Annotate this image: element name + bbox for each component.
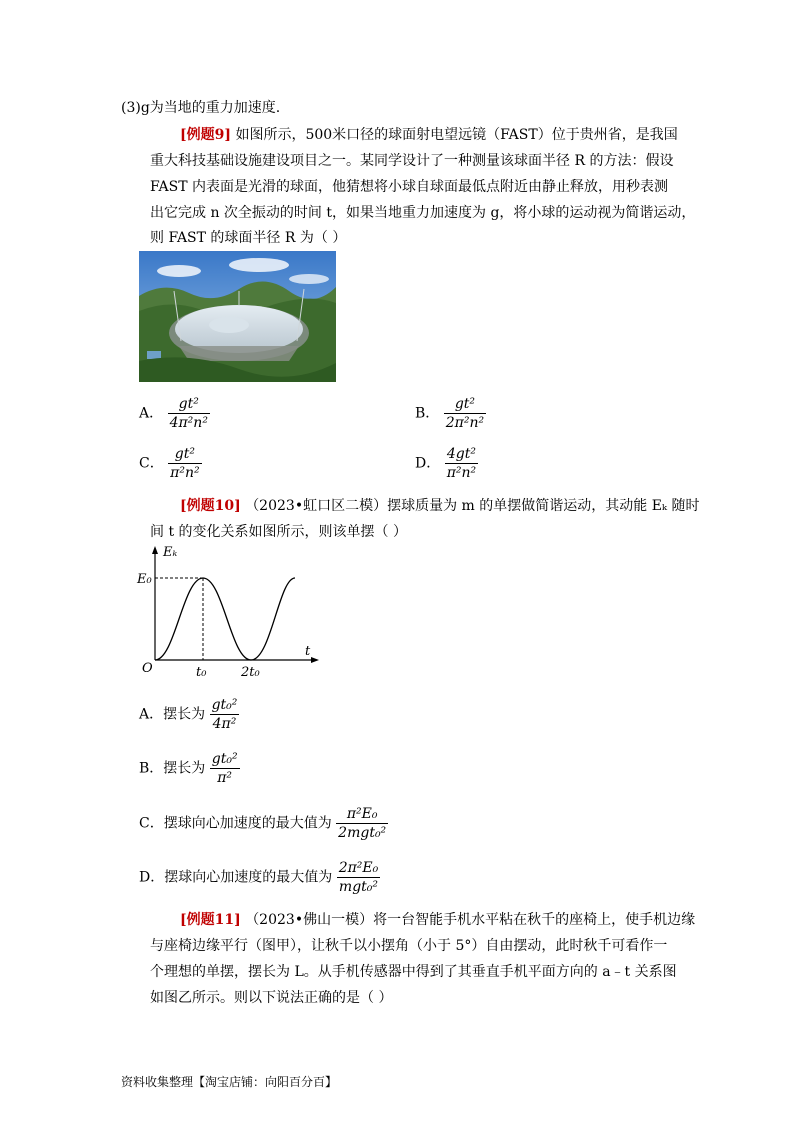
ex9-line-5: 则 FAST 的球面半径 R 为（ ） bbox=[150, 230, 347, 246]
ex9-line-2: 重大科技基础设施建设项目之一。某同学设计了一种测量该球面半径 R 的方法：假设 bbox=[150, 153, 674, 169]
ex9-text-1: 如图所示，500米口径的球面射电望远镜（FAST）位于贵州省，是我国 bbox=[235, 127, 678, 143]
tick-2t0-label: 2t₀ bbox=[241, 665, 260, 680]
option-fraction bbox=[168, 396, 210, 431]
fraction-denominator: 4π²n² bbox=[169, 415, 208, 431]
ex10-tag: [例题10] bbox=[180, 498, 241, 514]
option-label: C． bbox=[139, 455, 164, 472]
ex10-text-1: （2023•虹口区二模）摆球质量为 m 的单摆做简谐运动，其动能 Eₖ 随时 bbox=[245, 498, 700, 514]
option-text: 摆长为 bbox=[163, 706, 206, 723]
ex9-line-3: FAST 内表面是光滑的球面，他猜想将小球自球面最低点附近由静止释放，用秒表测 bbox=[150, 179, 668, 195]
option-label: D． bbox=[415, 455, 441, 472]
y-axis-label: Eₖ bbox=[163, 545, 178, 560]
option-label: A． bbox=[139, 405, 164, 422]
option-text: 摆长为 bbox=[163, 760, 206, 777]
origin-label: O bbox=[142, 661, 153, 676]
ex9-option-c[interactable] bbox=[139, 446, 202, 481]
fraction-numerator: gt₀² bbox=[211, 751, 238, 767]
option-fraction bbox=[336, 806, 388, 841]
option-fraction bbox=[168, 446, 201, 481]
ex11-line-1 bbox=[180, 911, 695, 929]
ex10-option-b[interactable] bbox=[139, 751, 240, 786]
option-label: C． bbox=[139, 815, 164, 832]
option-label: A． bbox=[139, 706, 164, 723]
option-label: D． bbox=[139, 869, 165, 886]
option-fraction bbox=[337, 860, 381, 895]
ek-t-graph bbox=[135, 540, 325, 690]
fraction-numerator: 2π²E₀ bbox=[338, 860, 379, 876]
fraction-numerator: gt² bbox=[168, 396, 210, 414]
ex9-option-b[interactable] bbox=[415, 396, 486, 431]
ex9-tag: [例题9] bbox=[180, 127, 231, 143]
fraction-numerator: gt² bbox=[444, 396, 486, 414]
fast-telescope-photo bbox=[139, 251, 336, 382]
ex9-line-1 bbox=[180, 126, 678, 144]
ex11-tag: [例题11] bbox=[180, 912, 241, 928]
fraction-denominator: 2mgt₀² bbox=[338, 825, 387, 841]
ex10-line-1 bbox=[180, 497, 699, 515]
ex9-option-d[interactable] bbox=[415, 446, 478, 481]
option-label: B． bbox=[415, 405, 440, 422]
ex10-option-c[interactable] bbox=[139, 806, 388, 841]
ex9-line-4: 出它完成 n 次全振动的时间 t，如果当地重力加速度为 g，将小球的运动视为简谐运动， bbox=[150, 205, 696, 221]
fraction-denominator: π²n² bbox=[170, 465, 200, 481]
fraction-numerator: 4gt² bbox=[445, 446, 478, 464]
option-fraction bbox=[210, 751, 240, 786]
x-axis-label: t bbox=[305, 644, 311, 659]
option-fraction bbox=[445, 446, 478, 481]
ex9-option-a[interactable] bbox=[139, 396, 210, 431]
option-fraction bbox=[444, 396, 486, 431]
fraction-numerator: gt₀² bbox=[211, 697, 238, 713]
fraction-denominator: π²n² bbox=[446, 465, 477, 481]
fraction-denominator: π² bbox=[217, 770, 233, 786]
y-axis-arrow-icon bbox=[152, 546, 158, 554]
footer-source: 资料收集整理【淘宝店铺：向阳百分百】 bbox=[121, 1075, 338, 1089]
ex11-line-4: 如图乙所示。则以下说法正确的是（ ） bbox=[150, 990, 393, 1006]
ex11-text-1: （2023•佛山一模）将一台智能手机水平粘在秋千的座椅上，使手机边缘 bbox=[245, 912, 696, 928]
fraction-numerator: π²E₀ bbox=[336, 806, 388, 824]
ek-curve bbox=[155, 578, 295, 660]
ex10-option-a[interactable] bbox=[139, 697, 239, 732]
peak-label: E₀ bbox=[137, 572, 152, 587]
option-text: 摆球向心加速度的最大值为 bbox=[163, 815, 332, 832]
fraction-denominator: 4π² bbox=[212, 716, 237, 732]
tick-t0-label: t₀ bbox=[196, 665, 207, 680]
fraction-denominator: 2π²n² bbox=[445, 415, 485, 431]
fraction-denominator: mgt₀² bbox=[338, 879, 379, 895]
ex10-line-2: 间 t 的变化关系如图所示，则该单摆（ ） bbox=[150, 524, 407, 540]
ex11-line-2: 与座椅边缘平行（图甲），让秋千以小摆角（小于 5°）自由摆动，此时秋千可看作一 bbox=[150, 938, 668, 954]
fraction-numerator: gt² bbox=[168, 446, 201, 464]
option-fraction bbox=[210, 697, 240, 732]
ex10-option-d[interactable] bbox=[139, 860, 380, 895]
x-axis-arrow-icon bbox=[311, 657, 319, 663]
intro-line: (3)g为当地的重力加速度. bbox=[121, 100, 281, 116]
option-label: B． bbox=[139, 760, 164, 777]
option-text: 摆球向心加速度的最大值为 bbox=[164, 869, 333, 886]
ex11-line-3: 个理想的单摆，摆长为 L。从手机传感器中得到了其垂直手机平面方向的 a﹣t 关系图 bbox=[150, 964, 677, 980]
